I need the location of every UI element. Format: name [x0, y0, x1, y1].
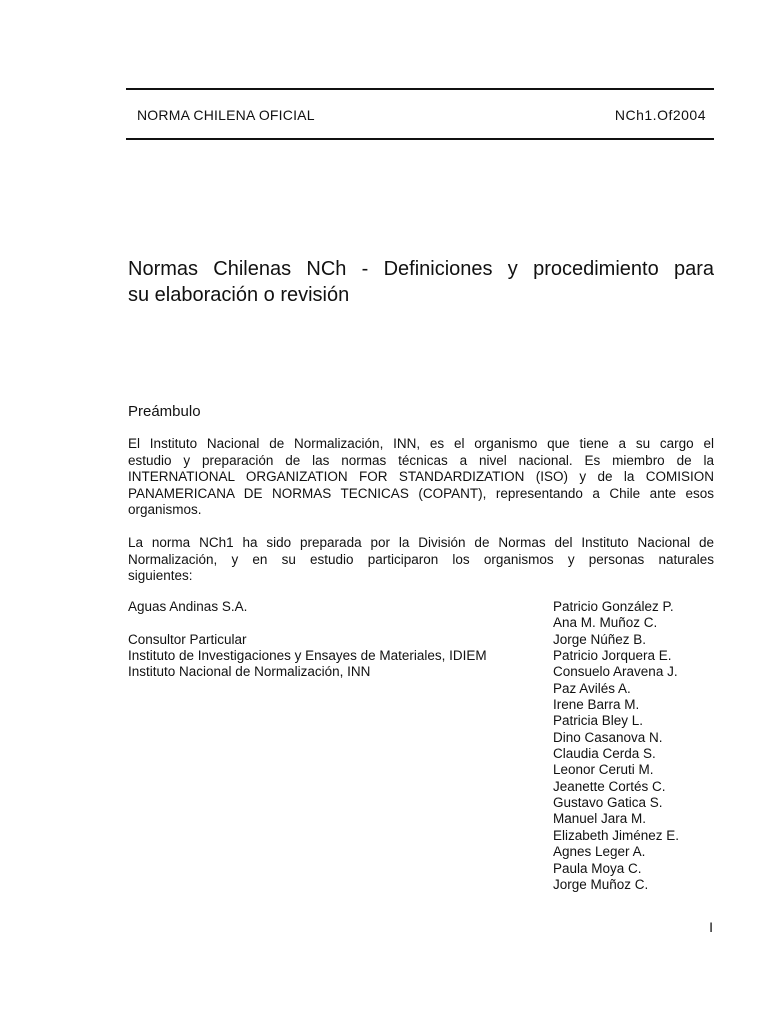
participant-item: Dino Casanova N. [553, 729, 663, 745]
paragraph-line: organismos. [128, 502, 202, 517]
organization-item: Aguas Andinas S.A. [128, 599, 248, 614]
participant-item: Consuelo Aravena J. [553, 664, 678, 680]
participant-item: Irene Barra M. [553, 697, 640, 713]
header-top-rule [126, 88, 714, 90]
participant-item: Leonor Ceruti M. [553, 762, 654, 778]
paragraph-line: siguientes: [128, 568, 193, 583]
document-type-label: NORMA CHILENA OFICIAL [137, 107, 315, 123]
preamble-paragraph-2 [128, 535, 714, 585]
participants-list [553, 599, 679, 893]
participant-item: Jorge Muñoz C. [553, 876, 649, 892]
participant-item: Patricia Bley L. [553, 713, 644, 729]
participant-item: Agnes Leger A. [553, 844, 646, 860]
paragraph-line: PANAMERICANA DE NORMAS TECNICAS (COPANT), representando a Chile ante esos [128, 485, 714, 501]
organizations-list [128, 599, 487, 681]
paragraph-line: Normalización, y en su estudio participaron los organismos y personas naturales [128, 551, 714, 567]
paragraph-line: El Instituto Nacional de Normalización, INN, es el organismo que tiene a su cargo el [128, 436, 714, 451]
document-title [128, 256, 714, 308]
participant-item: Patricio González P. [553, 599, 674, 614]
participant-item: Paula Moya C. [553, 860, 642, 876]
participant-item: Claudia Cerda S. [553, 746, 656, 762]
organization-item: Consultor Particular [128, 631, 247, 647]
organization-item: Instituto de Investigaciones y Ensayes de Materiales, IDIEM [128, 648, 487, 664]
document-code: NCh1.Of2004 [614, 107, 706, 123]
preamble-heading: Preámbulo [128, 403, 201, 420]
participant-item: Jorge Núñez B. [553, 631, 647, 647]
organization-item [128, 615, 487, 631]
organization-item: Instituto Nacional de Normalización, INN [128, 664, 371, 680]
paragraph-line: INTERNATIONAL ORGANIZATION FOR STANDARDIZATION (ISO) y de la COMISION [128, 469, 714, 484]
participant-item: Manuel Jara M. [553, 811, 647, 827]
participant-item: Elizabeth Jiménez E. [553, 827, 680, 843]
document-title-line-1: Normas Chilenas NCh - Definiciones y procedimiento para [128, 258, 714, 280]
participant-item: Patricio Jorquera E. [553, 648, 672, 664]
document-title-line-2: su elaboración o revisión [128, 284, 350, 306]
paragraph-line: estudio y preparación de las normas técnicas a nivel nacional. Es miembro de la [128, 452, 714, 468]
participant-item: Ana M. Muñoz C. [553, 615, 658, 631]
participant-item: Gustavo Gatica S. [553, 795, 663, 811]
preamble-paragraph-1 [128, 436, 714, 519]
paragraph-line: La norma NCh1 ha sido preparada por la División de Normas del Instituto Nacional de [128, 535, 714, 550]
header-bottom-rule [126, 138, 714, 140]
participant-item: Jeanette Cortés C. [553, 778, 666, 794]
participant-item: Paz Avilés A. [553, 680, 631, 696]
page-number: I [709, 919, 713, 935]
